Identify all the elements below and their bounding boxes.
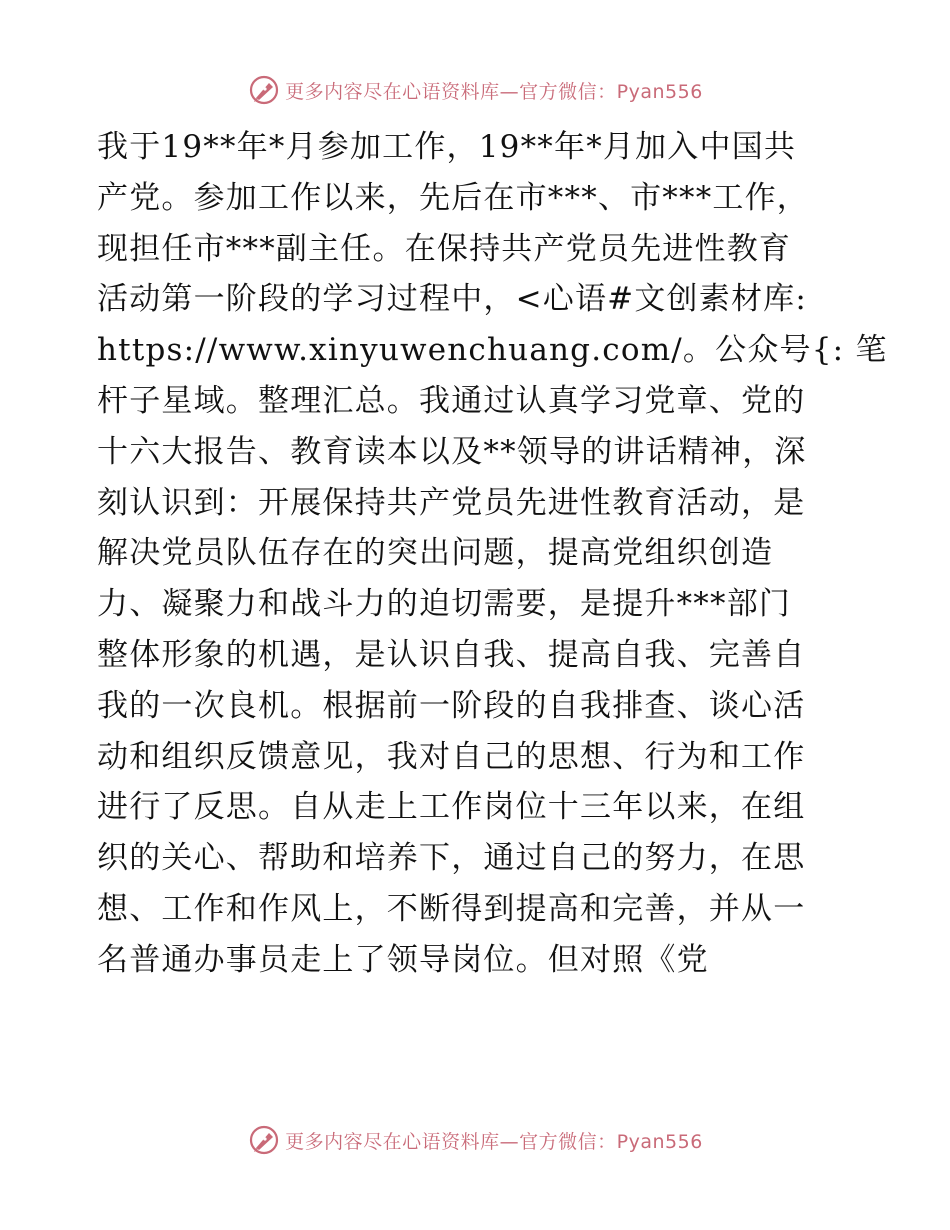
document-body [97,122,888,986]
body-line: 解决党员队伍存在的突出问题，提高党组织创造 [97,535,774,572]
footer-banner [0,1120,950,1160]
body-line: 我的一次良机。根据前一阶段的自我排查、谈心活 [97,687,806,724]
body-line: 杆子星域。整理汇总。我通过认真学习党章、党的 [97,382,806,419]
body-line: 力、凝聚力和战斗力的迫切需要，是提升***部门 [97,586,792,623]
header-banner [0,70,950,110]
body-line: 十六大报告、教育读本以及**领导的讲话精神，深 [97,433,807,470]
body-line: 想、工作和作风上，不断得到提高和完善，并从一 [97,890,806,927]
body-line: 整体形象的机遇，是认识自我、提高自我、完善自 [97,636,806,673]
pen-nib-logo-icon [247,1123,281,1157]
body-line: 进行了反思。自从走上工作岗位十三年以来，在组 [97,789,806,826]
body-line: 织的关心、帮助和培养下，通过自己的努力，在思 [97,840,806,877]
body-line-url: https://www.xinyuwenchuang.com/。公众号{: 笔 [97,332,888,369]
pen-nib-logo-icon [247,73,281,107]
body-line: 我于19**年*月参加工作，19**年*月加入中国共 [97,129,797,165]
body-line: 动和组织反馈意见，我对自己的思想、行为和工作 [97,738,806,775]
body-line: 产党。参加工作以来，先后在市***、市***工作， [97,179,809,216]
header-banner-text: 更多内容尽在心语资料库—官方微信：Pyan556 [285,80,703,103]
body-line: 名普通办事员走上了领导岗位。但对照《党 [97,941,709,978]
body-line: 活动第一阶段的学习过程中，<心语#文创素材库: [97,281,807,318]
body-line: 现担任市***副主任。在保持共产党员先进性教育 [97,230,792,267]
footer-banner-text: 更多内容尽在心语资料库—官方微信：Pyan556 [285,1130,703,1153]
body-line: 刻认识到：开展保持共产党员先进性教育活动，是 [97,484,806,521]
